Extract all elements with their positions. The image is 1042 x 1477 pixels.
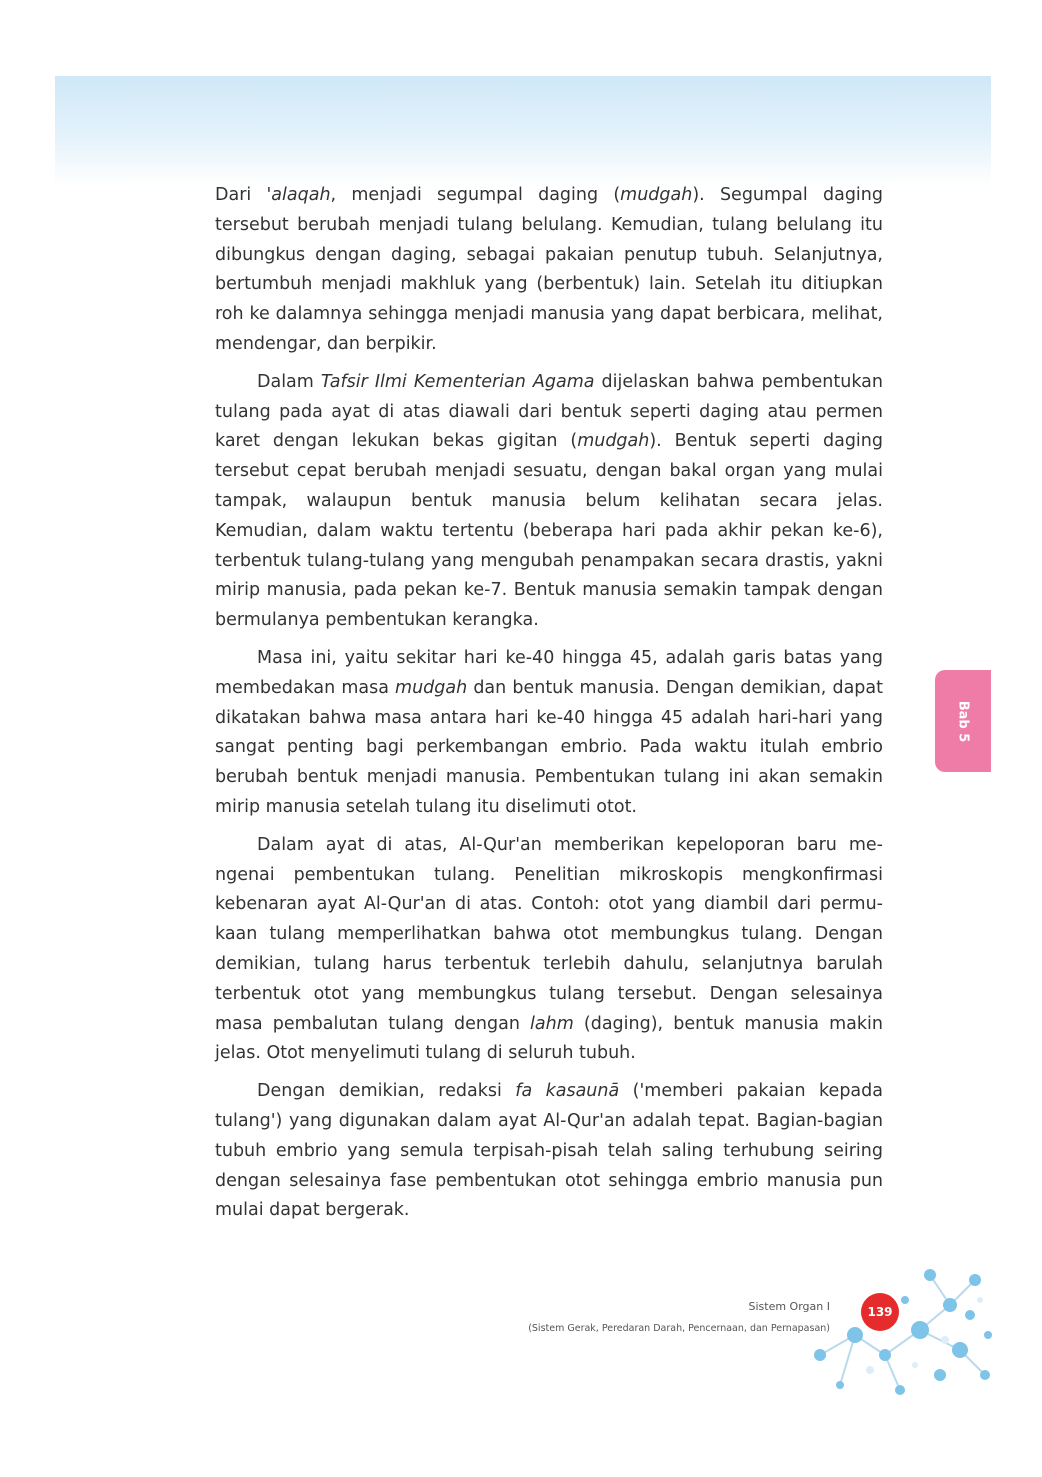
- text-run: ). Bentuk seperti daging tersebut cepat berubah menjadi sesuatu, dengan bakal organ yang mulai tampak, walaupun bentuk manusia belum kelihatan secara jelas. Kemudian, dalam waktu tertentu (beberapa hari pada akhir pekan ke-6), terbentuk tulang-tulang yang mengubah penampakan secara drastis, yakni mirip manusia, pada pekan ke-7. Bentuk manusia semakin tampak dengan bermulanya pembentukan kerangka.: [215, 431, 883, 631]
- text-run: Dalam ayat di atas, Al-Qur'an memberikan kepeloporan baru mengenai pembentukan tulang. Penelitian mikroskopis mengkonfirmasi kebenaran ayat Al-Qur'an di atas. Contoh: otot yang diambil dari permukaan tulang memperlihatkan bahwa otot membungkus tulang. Dengan demikian, tulang harus terbentuk terlebih dahulu, selanjutnya barulah terbentuk otot yang membungkus tulang tersebut. Dengan selesainya masa pembalutan tulang dengan: [215, 834, 883, 1034]
- italic-term: mudgah: [577, 431, 650, 452]
- italic-term: mudgah: [395, 677, 468, 698]
- italic-term: 'alaqah: [266, 185, 331, 205]
- paragraph: [215, 1077, 883, 1226]
- paragraph: [215, 644, 883, 823]
- text-run: (daging), bentuk manusia makin jelas. Otot menyelimuti tulang di seluruh tubuh.: [215, 1013, 883, 1064]
- chapter-tab: [935, 670, 991, 772]
- text-run: ('memberi pakaian kepada tulang') yang digunakan dalam ayat Al-Qur'an adalah tepat. Bagian-bagian tubuh embrio yang semula terpisah-pisah telah saling terhubung seiring dengan selesainya fase pembentukan otot sehingga embrio manusia pun mulai dapat bergerak.: [215, 1081, 883, 1221]
- text-run: ). Segumpal daging tersebut berubah menjadi tulang belulang. Kemudian, tulang belulang itu dibungkus dengan daging, sebagai pakaian penutup tubuh. Selanjutnya, bertumbuh menjadi makhluk yang (berbentuk) lain. Setelah itu ditiupkan roh ke dalamnya sehingga menjadi manusia yang dapat berbicara, melihat, mendengar, dan berpikir.: [215, 185, 883, 354]
- text-run: Dengan demikian, redaksi: [257, 1081, 516, 1102]
- footer-book-subtitle: (Sistem Gerak, Peredaran Darah, Pencernaan, dan Pernapasan): [528, 1323, 830, 1334]
- text-run: Masa ini, yaitu sekitar hari ke-40 hingga 45, adalah garis batas yang membedakan masa: [215, 647, 883, 698]
- chapter-tab-label: Bab 5: [955, 700, 971, 742]
- text-run: , menjadi segumpal daging (: [330, 185, 621, 205]
- paragraph: [215, 831, 883, 1069]
- text-run: Dari: [215, 185, 267, 205]
- paragraph: [215, 368, 883, 636]
- text-run: dan bentuk manusia. Dengan demikian, dapat dikatakan bahwa masa antara hari ke-40 hingga 45 adalah hari-hari yang sangat penting bagi perkembangan embrio. Pada waktu itulah embrio berubah bentuk menjadi manusia. Pembentukan tulang ini akan semakin mirip manusia setelah tulang itu diselimuti otot.: [215, 677, 884, 817]
- text-run: dijelaskan bahwa pembentukan tulang pada ayat di atas diawali dari bentuk seperti daging atau permen karet dengan lekukan bekas gigitan (: [215, 371, 883, 452]
- paragraph: [215, 181, 883, 360]
- header-band: [55, 76, 991, 186]
- body-text: [215, 181, 883, 1234]
- italic-term: lahm: [530, 1013, 574, 1034]
- italic-term: fa kasaunā: [515, 1081, 620, 1102]
- text-run: Dalam: [257, 371, 321, 392]
- italic-term: mudgah: [620, 185, 693, 205]
- footer-book-title: Sistem Organ I: [748, 1300, 830, 1313]
- molecule-decoration: [800, 1255, 995, 1405]
- page-number: 139: [861, 1293, 899, 1331]
- italic-term: Tafsir Ilmi Kementerian Agama: [320, 371, 595, 392]
